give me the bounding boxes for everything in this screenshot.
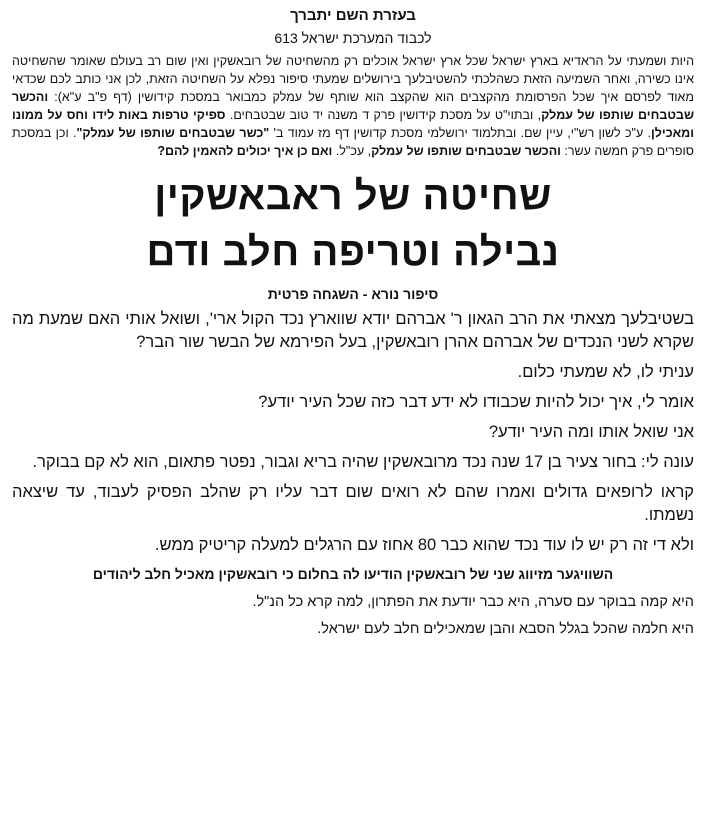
intro-bold-3: "כשר שבטבחים שותפו של עמלק" [76,126,270,140]
paragraph-5: עונה לי: בחור צעיר בן 17 שנה נכד מרובאשקין שהיה בריא וגבור, נפטר פתאום, הוא לא קם בבוקר. [32,453,694,471]
paragraph-6: קראו לרופאים גדולים ואמרו שהם לא רואים שום דבר עליו רק שהלב הפסיק לעבוד, עד שיצאה נשמתו. [12,483,694,524]
intro-bold-1: והכשר שבטבחים שותפו של עמלק [12,90,695,122]
paragraph-3: אומר לי, איך יכול להיות שכבודו לא ידע דבר כזה שכל העיר יודע? [258,393,694,411]
intro-text-2: , ובתוי"ט על מסכת קידושין פרק ד משנה יד טוב שבטבחים. [225,108,542,122]
paragraph-9: היא קמה בבוקר עם סערה, היא כבר יודעת את הפתרון, למה קרא כל הנ"ל. [252,594,694,610]
intro-text-3: . ע"כ לשון רש"י, עיין שם. ובתלמוד ירושלמי מסכת קדושין דף מז עמוד ב' [269,126,652,140]
intro-text-5: , עכ"ל. [332,144,372,158]
title-line-2: נבילה וטריפה חלב ודם [146,230,560,274]
paragraph-7: ולא די זה רק יש לו עוד נכד שהוא כבר 80 אחוז עם הרגלים למעלה קריטיק ממש. [154,536,694,554]
paragraph-1: בשטיבלעך מצאתי את הרב הגאון ר' אברהם יודא שווארץ נכד הקול ארי', ושואל אותי האם שמעת מה שקרא לשני הנכדים של אברהם אהרן רובאשקין, בעל הפירמא של הבשר שור הבר? [12,310,694,351]
document-page [0,6,706,818]
intro-text-1: היות ושמעתי על הראדיא בארץ ישראל שכל ארץ ישראל אוכלים רק מהשחיטה של רובאשקין ואין שום רב בעולם שאומר שהשחיטה אינו כשירה, ואחר השמיעה הזאת כשהלכתי להשטיבלעך בירושלים שמעתי סיפור נפלא על השחיטה הזאת, לכן אני כותב לכם שכדאי מאוד לפרסם איך שכל הפרסומת מהקצבים הוא שהקצב הוא שותף של עמלק כמבואר במסכת קידושין (דף פ"ב ע"א): [12,54,694,104]
paragraph-4: אני שואל אותו ומה העיר יודע? [488,423,694,441]
paragraph-2: עניתי לו, לא שמעתי כלום. [517,363,694,381]
paragraph-8-bold: השוויגער מזיווג שני של רובאשקין הודיעו לה בחלום כי רובאשקין מאכיל חלב ליהודים [92,566,614,582]
title-line-1: שחיטה של ראבאשקין [154,174,552,218]
intro-text-4: . וכן במסכת סופרים פרק חמשה עשר: [12,126,694,158]
main-title [12,168,694,280]
intro-bold-2: ספיקי טרפות באות לידו וחס על ממונו ומאכילן [12,108,694,140]
paragraph-10: היא חלמה שהכל בגלל הסבא והבן שמאכילים חלב לעם ישראל. [317,621,694,637]
story-body [12,308,694,639]
header-addressee: לכבוד המערכת ישראל 613 [274,30,432,46]
intro-paragraph [12,52,694,160]
intro-bold-5: ואם כן איך יכולים להאמין להם? [157,144,333,158]
intro-bold-4: והכשר שבטבחים שותפו של עמלק [371,144,561,158]
subtitle: סיפור נורא - השגחה פרטית [267,286,439,302]
header-blessing: בעזרת השם יתברך [290,7,416,24]
